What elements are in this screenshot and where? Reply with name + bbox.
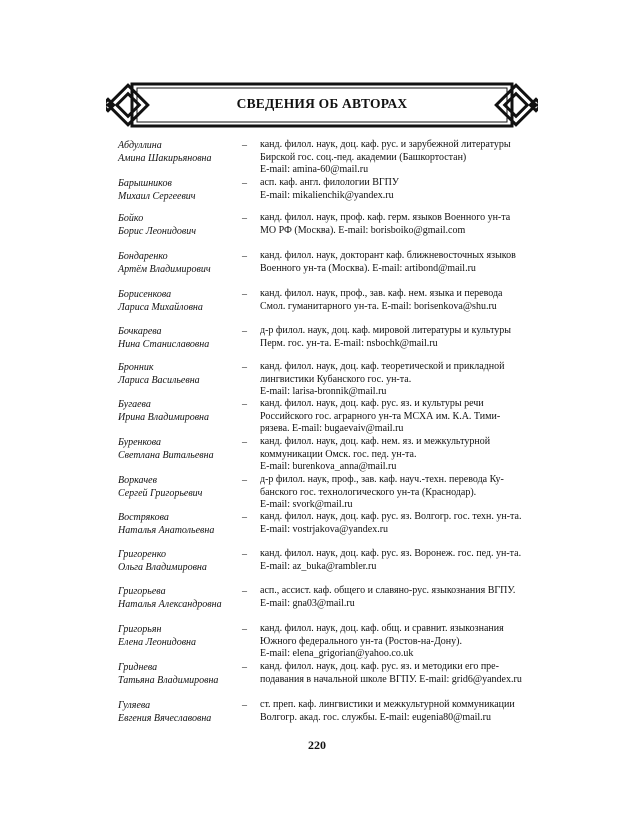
author-info-line: канд. филол. наук, проф. каф. герм. языков Военного ун-та xyxy=(260,212,511,223)
author-given-name: Светлана Витальевна xyxy=(118,450,214,462)
author-name xyxy=(118,511,242,538)
author-info-line: Южного федерального ун-та (Ростов-на-Дону). xyxy=(260,635,462,647)
author-given-name: Лариса Васильевна xyxy=(118,375,200,387)
page-title: СВЕДЕНИЯ ОБ АВТОРАХ xyxy=(236,96,408,111)
separator-dash: – xyxy=(242,289,247,300)
author-entry xyxy=(118,325,538,352)
author-info-line: д-р филол. наук, проф., зав. каф. науч.-техн. перевода Ку- xyxy=(260,474,504,485)
author-entry xyxy=(118,398,538,436)
author-surname: Гриднева xyxy=(118,662,158,673)
author-info-line: ст. преп. каф. лингвистики и межкультурной коммуникации xyxy=(260,699,515,710)
author-info xyxy=(260,361,538,399)
author-surname: Бондаренко xyxy=(118,251,168,262)
author-name xyxy=(118,139,242,166)
author-info-line: E-mail: gna03@mail.ru xyxy=(260,597,355,609)
separator-dash: – xyxy=(242,326,247,337)
author-info-line: МО РФ (Москва). E-mail: borisboiko@gmail.com xyxy=(260,224,466,236)
author-entry xyxy=(118,548,538,575)
page-number: 220 xyxy=(308,738,326,752)
author-info-line: канд. филол. наук, доц. каф. рус. яз. и культуры речи xyxy=(260,398,484,409)
author-given-name: Сергей Григорьевич xyxy=(118,488,203,500)
author-info xyxy=(260,661,538,686)
author-given-name: Борис Леонидович xyxy=(118,226,197,238)
section-banner xyxy=(106,76,538,134)
author-entry xyxy=(118,250,538,277)
author-name xyxy=(118,699,242,726)
author-surname: Воркачев xyxy=(118,475,157,486)
author-name xyxy=(118,325,242,352)
author-info-line: подавания в начальной школе ВГПУ. E-mail: grid6@yandex.ru xyxy=(260,673,522,685)
author-info-line: E-mail: svork@mail.ru xyxy=(260,499,353,510)
separator-dash: – xyxy=(242,178,247,189)
author-name xyxy=(118,548,242,575)
author-info xyxy=(260,585,538,610)
author-surname: Григорьева xyxy=(118,586,166,597)
author-info-line: канд. филол. наук, доц. каф. нем. яз. и межкультурной xyxy=(260,436,491,447)
separator-dash: – xyxy=(242,700,247,711)
author-info xyxy=(260,623,538,661)
author-name xyxy=(118,474,242,501)
author-entry xyxy=(118,623,538,661)
author-info-line: канд. филол. наук, доц. каф. общ. и сравнит. языкознания xyxy=(260,623,504,634)
separator-dash: – xyxy=(242,662,247,673)
author-entry xyxy=(118,585,538,612)
author-surname: Бугаева xyxy=(118,399,151,410)
author-info-line: E-mail: az_buka@rambler.ru xyxy=(260,560,377,572)
author-info-line: банского гос. технологического ун-та (Краснодар). xyxy=(260,486,477,498)
author-info xyxy=(260,511,538,536)
separator-dash: – xyxy=(242,362,247,373)
author-entry xyxy=(118,511,538,538)
author-info xyxy=(260,436,538,474)
author-surname: Вострякова xyxy=(118,512,169,523)
author-entry xyxy=(118,288,538,315)
author-info xyxy=(260,177,538,202)
author-given-name: Михаил Сергеевич xyxy=(118,191,196,203)
author-given-name: Татьяна Владимировна xyxy=(118,675,219,687)
author-info xyxy=(260,212,538,237)
author-surname: Бойко xyxy=(118,213,144,224)
author-info-line: E-mail: elena_grigorian@yahoo.co.uk xyxy=(260,648,414,659)
author-info-line: асп., ассист. каф. общего и славяно-рус. языкознания ВГПУ. xyxy=(260,585,516,596)
separator-dash: – xyxy=(242,586,247,597)
author-info-line: E-mail: amina-60@mail.ru xyxy=(260,164,369,175)
author-surname: Гуляева xyxy=(118,700,151,711)
author-info xyxy=(260,548,538,573)
author-info xyxy=(260,288,538,313)
author-given-name: Елена Леонидовна xyxy=(118,637,197,649)
separator-dash: – xyxy=(242,624,247,635)
separator-dash: – xyxy=(242,399,247,410)
author-info-line: лингвистики Кубанского гос. ун-та. xyxy=(260,373,412,385)
author-info xyxy=(260,699,538,724)
author-info-line: Военного ун-та (Москва). E-mail: artibond@mail.ru xyxy=(260,262,476,274)
author-entry xyxy=(118,474,538,512)
separator-dash: – xyxy=(242,251,247,262)
author-entry xyxy=(118,177,538,204)
author-entry xyxy=(118,661,538,688)
author-name xyxy=(118,661,242,688)
author-info xyxy=(260,139,538,177)
author-name xyxy=(118,288,242,315)
author-given-name: Лариса Михайловна xyxy=(118,302,203,314)
author-info-line: асп. каф. англ. филологии ВГПУ xyxy=(260,177,399,188)
author-name xyxy=(118,177,242,204)
author-name xyxy=(118,361,242,388)
author-entry xyxy=(118,436,538,474)
author-surname: Григоренко xyxy=(118,549,167,560)
author-name xyxy=(118,398,242,425)
author-name xyxy=(118,250,242,277)
author-name xyxy=(118,623,242,650)
author-info-line: E-mail: larisa-bronnik@mail.ru xyxy=(260,386,387,397)
author-info-line: Российского гос. аграрного ун-та МСХА им. К.А. Тими- xyxy=(260,410,501,422)
separator-dash: – xyxy=(242,437,247,448)
author-given-name: Ирина Владимировна xyxy=(118,412,210,424)
author-name xyxy=(118,436,242,463)
author-entry xyxy=(118,139,538,177)
author-name xyxy=(118,585,242,612)
author-surname: Абдуллина xyxy=(118,140,162,151)
author-info-line: канд. филол. наук, докторант каф. ближневосточных языков xyxy=(260,250,516,261)
author-info-line: Волгогр. акад. гос. службы. E-mail: eugenia80@mail.ru xyxy=(260,711,491,723)
author-given-name: Наталья Анатольевна xyxy=(118,525,215,537)
author-info-line: Бирской гос. соц.-пед. академии (Башкортостан) xyxy=(260,151,467,163)
author-info-line: E-mail: burenkova_anna@mail.ru xyxy=(260,461,397,472)
author-info-line: E-mail: vostrjakova@yandex.ru xyxy=(260,523,389,535)
separator-dash: – xyxy=(242,475,247,486)
separator-dash: – xyxy=(242,512,247,523)
author-info-line: E-mail: mikalienchik@yandex.ru xyxy=(260,189,394,201)
author-name xyxy=(118,212,242,239)
author-info xyxy=(260,250,538,275)
separator-dash: – xyxy=(242,549,247,560)
author-info-line: канд. филол. наук, доц. каф. рус. яз. Воронеж. гос. пед. ун-та. xyxy=(260,548,522,559)
author-given-name: Нина Станиславовна xyxy=(118,339,210,351)
author-surname: Григорьян xyxy=(118,624,162,635)
author-surname: Буренкова xyxy=(118,437,162,448)
author-info xyxy=(260,325,538,350)
separator-dash: – xyxy=(242,140,247,151)
author-info-line: канд. филол. наук, проф., зав. каф. нем. языка и перевода xyxy=(260,288,503,299)
author-info-line: коммуникации Омск. гос. пед. ун-та. xyxy=(260,448,417,460)
author-entry xyxy=(118,212,538,239)
author-surname: Борисенкова xyxy=(118,289,172,300)
author-info-line: канд. филол. наук, доц. каф. рус. и зарубежной литературы xyxy=(260,139,511,150)
author-info-line: рязева. E-mail: bugaevaiv@mail.ru xyxy=(260,423,404,434)
author-surname: Бронник xyxy=(118,362,154,373)
author-info-line: Перм. гос. ун-та. E-mail: nsbochk@mail.ru xyxy=(260,337,438,349)
author-given-name: Амина Шакирьяновна xyxy=(118,153,212,165)
author-entry xyxy=(118,361,538,399)
author-info-line: канд. филол. наук, доц. каф. рус. яз. Волгогр. гос. техн. ун-та. xyxy=(260,511,522,522)
author-entry xyxy=(118,699,538,726)
author-info xyxy=(260,474,538,512)
author-given-name: Артём Владимирович xyxy=(118,264,211,276)
author-info-line: д-р филол. наук, доц. каф. мировой литературы и культуры xyxy=(260,325,512,336)
author-info-line: канд. филол. наук, доц. каф. рус. яз. и методики его пре- xyxy=(260,661,499,672)
author-info-line: канд. филол. наук, доц. каф. теоретической и прикладной xyxy=(260,361,505,372)
separator-dash: – xyxy=(242,213,247,224)
author-given-name: Евгения Вячеславовна xyxy=(118,713,212,725)
author-surname: Бочкарева xyxy=(118,326,162,337)
author-info-line: Смол. гуманитарного ун-та. E-mail: borisenkova@shu.ru xyxy=(260,300,497,312)
author-given-name: Ольга Владимировна xyxy=(118,562,207,574)
author-surname: Барышников xyxy=(118,178,172,189)
author-info xyxy=(260,398,538,436)
author-given-name: Наталья Александровна xyxy=(118,599,222,611)
